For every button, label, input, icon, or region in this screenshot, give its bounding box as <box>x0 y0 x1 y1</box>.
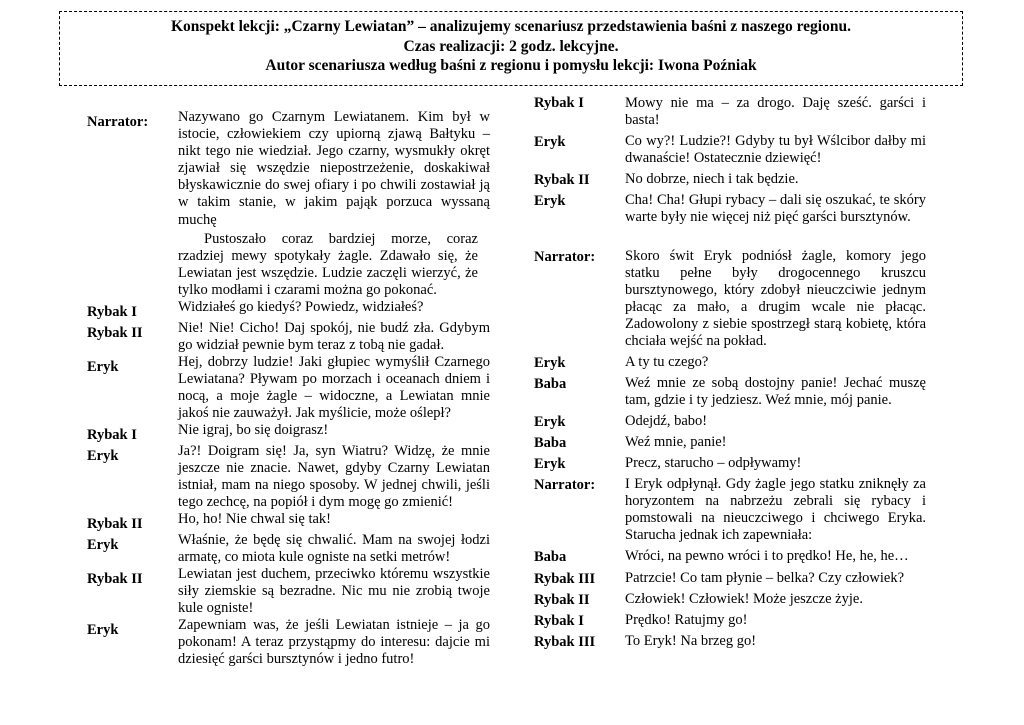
right-line-4: Cha! Cha! Głupi rybacy – dali się oszukać, te skóry warte były nie więcej niż pięć garści bursztynów. <box>625 192 926 226</box>
right-speaker-13: Rybak III <box>534 571 596 587</box>
right-speaker-11: Narrator: <box>534 477 596 493</box>
right-speaker-1: Rybak I <box>534 95 584 111</box>
right-speaker-5: Narrator: <box>534 249 596 265</box>
right-line-13: Patrzcie! Co tam płynie – belka? Czy człowiek? <box>625 570 905 586</box>
left-speaker-1: Narrator: <box>87 114 149 130</box>
left-speaker-9: Eryk <box>87 537 119 553</box>
left-line-4: Nie! Nie! Cicho! Daj spokój, nie budź zła. Gdybym go widział pewnie bym teraz z tobą nie gadał. <box>178 320 490 354</box>
left-speaker-6: Rybak I <box>87 427 137 443</box>
right-speaker-7: Baba <box>534 376 567 392</box>
right-line-3: No dobrze, niech i tak będzie. <box>625 171 799 187</box>
left-line-11: Zapewniam was, że jeśli Lewiatan istnieje – ja go pokonam! A teraz przystąpmy do interesu: dajcie mi dziesięć garści bursztynów i jedno futro! <box>178 617 490 668</box>
left-speaker-7: Eryk <box>87 448 119 464</box>
right-speaker-9: Baba <box>534 435 567 451</box>
right-line-15: Prędko! Ratujmy go! <box>625 612 748 628</box>
left-speaker-11: Eryk <box>87 622 119 638</box>
right-speaker-12: Baba <box>534 549 567 565</box>
left-speaker-10: Rybak II <box>87 571 143 587</box>
right-speaker-14: Rybak II <box>534 592 590 608</box>
left-line-5: Hej, dobrzy ludzie! Jaki głupiec wymyślił Czarnego Lewiatana? Pływam po morzach i oceanach dniem i nocą, a moje żagle – widoczne, a Lewiatan mnie jakoś nie zauważył. Jak myślicie, może oślepł? <box>178 354 490 422</box>
right-line-1: Mowy nie ma – za drogo. Daję sześć. garści i basta! <box>625 95 926 129</box>
right-line-7: Weź mnie ze sobą dostojny panie! Jechać muszę tam, gdzie i ty jedziesz. Weź mnie, mój panie. <box>625 375 926 409</box>
left-speaker-3: Rybak I <box>87 304 137 320</box>
left-speaker-8: Rybak II <box>87 516 143 532</box>
left-line-8: Ho, ho! Nie chwal się tak! <box>178 511 332 527</box>
left-line-1: Nazywano go Czarnym Lewiatanem. Kim był w istocie, człowiekiem czy upiorną zjawą Bałtyku – nikt tego nie wiedział. Jego czarny, wysmukły okręt zjawiał się wszędzie niepostrzeżenie, doskakiwał błyskawicznie do swej ofiary i po chwili zostawiał ją w takim stanie, w jakim pająk porzuca wyssaną muchę <box>178 109 490 228</box>
header-title: Konspekt lekcji: „Czarny Lewiatan” – analizujemy scenariusz przedstawienia baśni z naszego regionu. <box>171 18 851 35</box>
right-speaker-16: Rybak III <box>534 634 596 650</box>
right-speaker-6: Eryk <box>534 355 566 371</box>
right-line-9: Weź mnie, panie! <box>625 434 727 450</box>
right-speaker-4: Eryk <box>534 193 566 209</box>
right-speaker-2: Eryk <box>534 134 566 150</box>
header-duration: Czas realizacji: 2 godz. lekcyjne. <box>403 37 619 55</box>
right-line-8: Odejdź, babo! <box>625 413 708 429</box>
right-speaker-3: Rybak II <box>534 172 590 188</box>
right-speaker-15: Rybak I <box>534 613 584 629</box>
right-line-5: Skoro świt Eryk podniósł żagle, komory jego statku pełne były drogocennego kruszcu bursztynowego, który zdobył nieuczciwie jednym płacąc za mało, a drugim wcale nie płacąc. Zadowolony z siebie spostrzegł starą kobietę, która chciała wejść na pokład. <box>625 248 926 350</box>
right-line-6: A ty tu czego? <box>625 354 709 370</box>
left-speaker-5: Eryk <box>87 359 119 375</box>
left-line-10: Lewiatan jest duchem, przeciwko któremu wszystkie siły ziemskie są bezradne. Nic mu nie zrobią twoje kule ogniste! <box>178 566 490 617</box>
right-line-11: I Eryk odpłynął. Gdy żagle jego statku zniknęły za horyzontem na nabrzeżu zebrali się rybacy i pomstowali na nieuczciwego i chciwego Eryka. Starucha jednak ich zapewniała: <box>625 476 926 544</box>
left-line-6: Nie igraj, bo się doigrasz! <box>178 422 329 438</box>
right-speaker-10: Eryk <box>534 456 566 472</box>
right-line-14: Człowiek! Człowiek! Może jeszcze żyje. <box>625 591 863 607</box>
left-line-2: Pustoszało coraz bardziej morze, coraz rzadziej mewy spotykały żagle. Zdawało się, że Lewiatan jest wszędzie. Ludzie zaczęli wierzyć, że tylko modłami i czarami można go pokonać. <box>178 231 478 299</box>
header-author: Autor scenariusza według baśni z regionu i pomysłu lekcji: Iwona Poźniak <box>265 57 757 74</box>
right-line-12: Wróci, na pewno wróci i to prędko! He, he, he… <box>625 548 909 564</box>
right-line-16: To Eryk! Na brzeg go! <box>625 633 757 649</box>
left-line-9: Właśnie, że będę się chwalić. Mam na swojej łodzi armatę, co miota kule ogniste na setki metrów! <box>178 532 490 566</box>
left-speaker-4: Rybak II <box>87 325 143 341</box>
left-line-7: Ja?! Doigram się! Ja, syn Wiatru? Widzę, że mnie jeszcze nie znacie. Nawet, gdyby Czarny Lewiatan istniał, mam na niego sposoby. W jednej chwili, jeśli tego zechcę, na popiół i dym mogę go zmienić! <box>178 443 490 511</box>
left-line-3: Widziałeś go kiedyś? Powiedz, widziałeś? <box>178 299 424 315</box>
right-line-2: Co wy?! Ludzie?! Gdyby tu był Wślcibor dałby mi dwanaście! Ostatecznie dziewięć! <box>625 133 926 167</box>
lesson-header-box <box>59 11 963 86</box>
right-line-10: Precz, starucho – odpływamy! <box>625 455 802 471</box>
right-speaker-8: Eryk <box>534 414 566 430</box>
